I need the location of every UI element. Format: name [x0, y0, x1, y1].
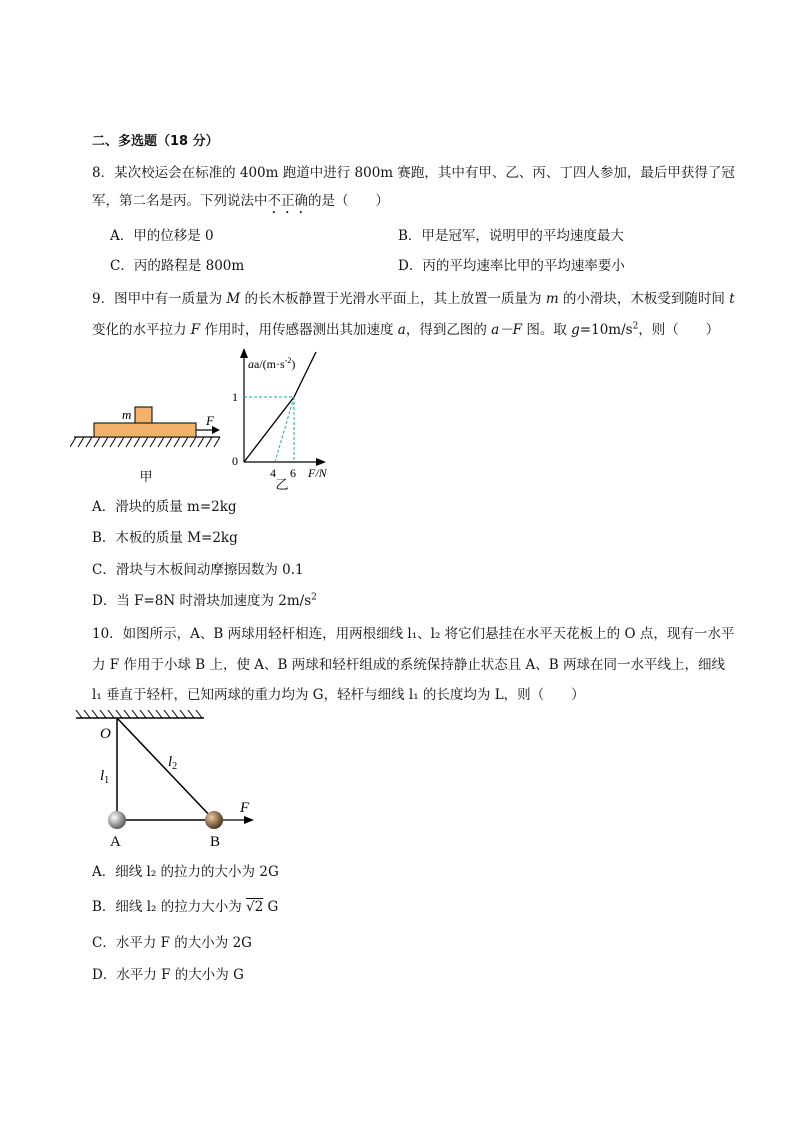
q9-text-8: =10m/s: [579, 322, 633, 338]
q9-exp: 2: [632, 321, 639, 332]
small-block: [135, 407, 152, 423]
figure-jia-caption: 甲: [139, 469, 153, 484]
q9-figure-yi-graph: [228, 346, 328, 492]
q9-text-6: ，得到乙图的: [405, 322, 492, 338]
q10-option-d[interactable]: D．水平力 F 的大小为 G: [92, 967, 244, 983]
q9-text-2: 的长木板静置于光滑水平面上，其上放置一质量为: [240, 291, 546, 307]
q10-option-b[interactable]: [92, 897, 278, 917]
x-tick-4: 4: [270, 466, 276, 480]
q8-emphasis-text: 不正确: [267, 193, 308, 209]
long-board: [94, 423, 196, 437]
q9-var-aF: a－F: [491, 322, 523, 338]
ball-A-label: A: [110, 834, 121, 850]
q9-stem-line2: [92, 320, 719, 340]
q9-option-c[interactable]: C．滑块与木板间动摩擦因数为 0.1: [92, 562, 304, 578]
q9-text-9: ，则（ ）: [638, 322, 720, 338]
q9-option-b[interactable]: B．木板的质量 M=2kg: [92, 530, 238, 546]
q9-text-3: 的小滑块，木板受到随时间: [558, 291, 730, 307]
q10-option-b-text: B．细线 l₂ 的拉力大小为: [92, 899, 247, 915]
y-axis-label: $aa/(m\cdot s^{-2})$: [248, 356, 296, 371]
q9-option-d[interactable]: [92, 591, 317, 611]
ball-a: [108, 811, 126, 829]
force-F-label: F: [240, 800, 250, 816]
q10-stem-line3: l₁ 垂直于轻杆，已知两球的重力均为 G，轻杆与细线 l₁ 的长度均为 L，则（ ）: [92, 687, 585, 703]
x-axis-label: F/N: [308, 466, 327, 480]
section-header: 二、多选题（18 分）: [92, 134, 219, 149]
sqrt-2: √2: [246, 899, 264, 915]
block-m-label: m: [122, 407, 132, 422]
ball-b: [205, 811, 223, 829]
q8-stem-line1: 8．某次校运会在标准的 400m 跑道中进行 800m 赛跑，其中有甲、乙、丙、丁四人参加，最后甲获得了冠: [92, 165, 735, 181]
q10-option-b-G: G: [263, 899, 279, 915]
q9-text-4: 变化的水平拉力: [92, 322, 191, 338]
figure-yi-caption: 乙: [275, 477, 289, 492]
q9-text-7: 图。取: [522, 322, 572, 338]
q9-option-d-exp: 2: [311, 592, 317, 603]
l2-label: $l_2$: [168, 754, 178, 772]
q8-option-b[interactable]: B．甲是冠军，说明甲的平均速度最大: [398, 228, 624, 244]
ball-B-label: B: [210, 834, 221, 850]
q10-stem-line2: 力 F 作用于小球 B 上，使 A、B 两球和轻杆组成的系统保持静止状态且 A、B 两球在同一水平线上，细线: [92, 657, 725, 673]
y-tick-1: 1: [232, 390, 238, 404]
q10-figure: [72, 710, 272, 852]
q8-option-a[interactable]: A．甲的位移是 0: [110, 228, 214, 244]
string-l2: [117, 718, 214, 820]
q9-var-a: a: [397, 322, 406, 338]
q8-option-d[interactable]: D．丙的平均速率比甲的平均速率要小: [398, 258, 625, 274]
q9-figure-jia: [70, 395, 230, 490]
q9-var-F: F: [190, 322, 201, 338]
q10-option-c[interactable]: C．水平力 F 的大小为 2G: [92, 935, 252, 951]
q9-stem-line1: [92, 289, 735, 309]
q8-stem-part1: 军，第二名是丙。下列说法中: [92, 193, 268, 209]
q10-option-a[interactable]: A．细线 l₂ 的拉力的大小为 2G: [92, 864, 279, 880]
origin-label: 0: [232, 454, 238, 468]
q8-stem-part2: 的是（ ）: [308, 193, 389, 209]
q9-text-5: 作用时，用传感器测出其加速度: [200, 322, 398, 338]
x-tick-6: 6: [290, 466, 296, 480]
q9-var-t: t: [729, 291, 735, 307]
q9-var-M: M: [226, 291, 241, 307]
q9-option-a[interactable]: A．滑块的质量 m=2kg: [92, 499, 237, 515]
q9-option-d-text: D．当 F=8N 时滑块加速度为 2m/s: [92, 593, 312, 609]
q8-option-c[interactable]: C．丙的路程是 800m: [110, 258, 245, 274]
force-F-label: F: [206, 413, 214, 428]
q9-text-1: 9．图甲中有一质量为: [92, 291, 227, 307]
l1-label: $l_1$: [100, 768, 110, 786]
q8-stem-line2: [92, 191, 389, 217]
q10-stem-line1: 10．如图所示，A、B 两球用轻杆相连，用两根细线 l₁、l₂ 将它们悬挂在水平天花板上的 O 点，现有一水平: [92, 626, 735, 642]
point-O-label: O: [100, 726, 111, 742]
q9-var-g: g: [571, 322, 580, 338]
q9-var-m: m: [545, 291, 559, 307]
